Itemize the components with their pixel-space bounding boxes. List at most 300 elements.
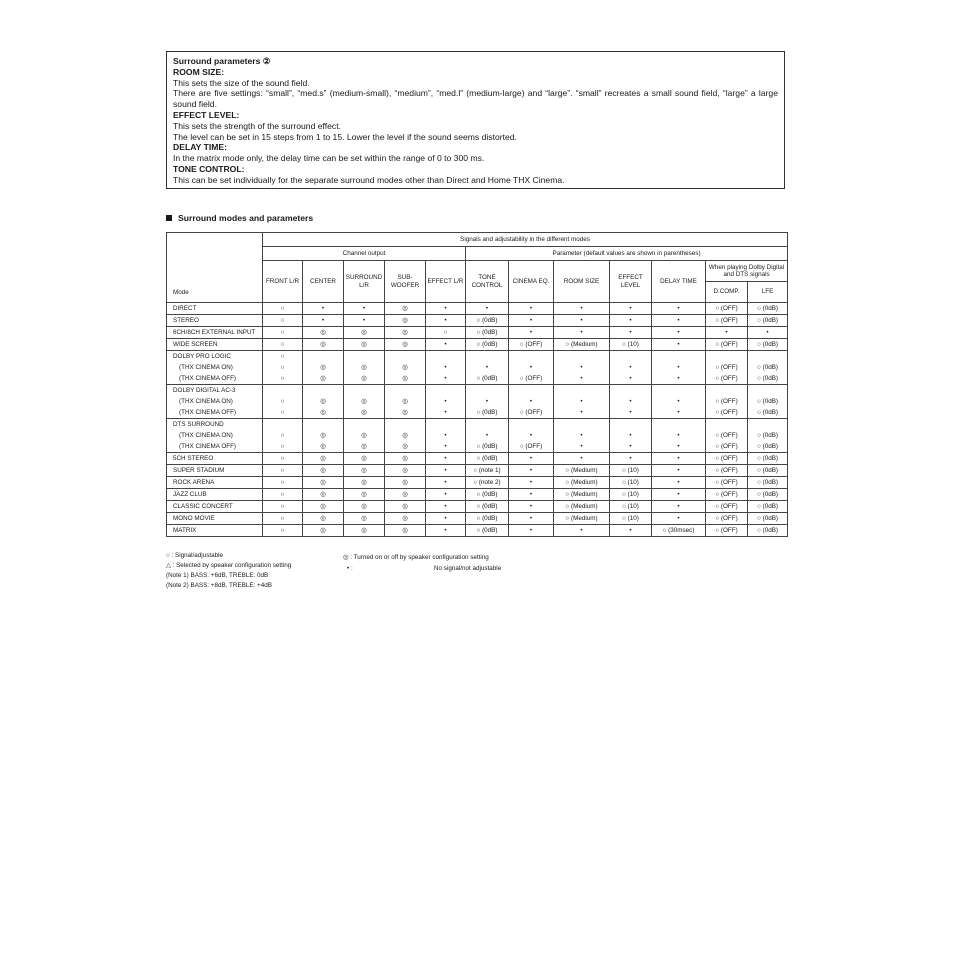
- mode-cell: (THX CINEMA OFF): [167, 407, 263, 419]
- cell-dcomp: [706, 351, 748, 363]
- cell-tone-control: •: [466, 303, 509, 315]
- table-row: [167, 351, 788, 363]
- mode-header: Mode: [167, 233, 263, 303]
- mode-cell: (THX CINEMA ON): [167, 396, 263, 407]
- cell-surround-lr: •: [344, 315, 385, 327]
- cell-cinema-eq: •: [509, 327, 554, 339]
- cell-subwoofer: ◎: [385, 441, 426, 453]
- cell-tone-control: ○ (0dB): [466, 339, 509, 351]
- col-header-lfe: LFE: [748, 282, 788, 303]
- cell-cinema-eq: •: [509, 362, 554, 373]
- cell-room-size: •: [554, 373, 610, 385]
- cell-effect-lr: •: [426, 430, 466, 441]
- tone-control-heading: TONE CONTROL:: [173, 163, 245, 174]
- cell-cinema-eq: ○ (OFF): [509, 373, 554, 385]
- table-row: [167, 430, 788, 441]
- cell-subwoofer: ◎: [385, 513, 426, 525]
- cell-surround-lr: ◎: [344, 477, 385, 489]
- cell-effect-level: [610, 385, 652, 397]
- cell-front-lr: ○: [263, 513, 303, 525]
- cell-tone-control: ○ (0dB): [466, 315, 509, 327]
- cell-delay-time: •: [652, 489, 706, 501]
- cell-effect-lr: •: [426, 477, 466, 489]
- cell-effect-level: •: [610, 525, 652, 537]
- cell-subwoofer: ◎: [385, 453, 426, 465]
- table-row: [167, 373, 788, 385]
- cell-dcomp: ○ (OFF): [706, 339, 748, 351]
- delay-time-heading: DELAY TIME:: [173, 142, 227, 153]
- cell-lfe: ○ (0dB): [748, 396, 788, 407]
- cell-subwoofer: ◎: [385, 303, 426, 315]
- table-row: [167, 489, 788, 501]
- cell-tone-control: •: [466, 430, 509, 441]
- cell-dcomp: ○ (OFF): [706, 501, 748, 513]
- cell-room-size: •: [554, 525, 610, 537]
- cell-lfe: [748, 351, 788, 363]
- cell-room-size: •: [554, 453, 610, 465]
- cell-front-lr: ○: [263, 351, 303, 363]
- legend-dot-symbol: • :: [347, 565, 353, 572]
- cell-lfe: ○ (0dB): [748, 465, 788, 477]
- header-dolby-dts: When playing Dolby Digital and DTS signals: [706, 261, 788, 282]
- cell-tone-control: [466, 419, 509, 431]
- cell-effect-lr: •: [426, 396, 466, 407]
- table-row: [167, 501, 788, 513]
- cell-delay-time: •: [652, 465, 706, 477]
- cell-center: ◎: [303, 362, 344, 373]
- table-row: [167, 407, 788, 419]
- cell-tone-control: •: [466, 396, 509, 407]
- cell-subwoofer: ◎: [385, 489, 426, 501]
- cell-dcomp: •: [706, 327, 748, 339]
- cell-dcomp: ○ (OFF): [706, 430, 748, 441]
- delay-time-text: In the matrix mode only, the delay time can be set within the range of 0 to 300 ms.: [173, 153, 485, 164]
- surround-parameters-box: [166, 51, 785, 189]
- cell-cinema-eq: [509, 385, 554, 397]
- surround-modes-table: [166, 232, 788, 537]
- cell-delay-time: •: [652, 477, 706, 489]
- cell-surround-lr: ◎: [344, 489, 385, 501]
- cell-center: [303, 419, 344, 431]
- cell-tone-control: ○ (0dB): [466, 501, 509, 513]
- cell-subwoofer: ◎: [385, 430, 426, 441]
- col-header-delay-time: DELAY TIME: [652, 261, 706, 303]
- cell-lfe: ○ (0dB): [748, 489, 788, 501]
- cell-dcomp: ○ (OFF): [706, 441, 748, 453]
- cell-subwoofer: ◎: [385, 477, 426, 489]
- square-bullet-icon: [166, 215, 172, 221]
- cell-cinema-eq: •: [509, 501, 554, 513]
- cell-dcomp: [706, 419, 748, 431]
- cell-lfe: ○ (0dB): [748, 303, 788, 315]
- cell-lfe: ○ (0dB): [748, 373, 788, 385]
- cell-effect-lr: [426, 351, 466, 363]
- cell-surround-lr: ◎: [344, 465, 385, 477]
- cell-tone-control: ○ (0dB): [466, 407, 509, 419]
- cell-front-lr: ○: [263, 489, 303, 501]
- cell-effect-lr: •: [426, 315, 466, 327]
- cell-center: ◎: [303, 465, 344, 477]
- table-row: [167, 362, 788, 373]
- cell-lfe: ○ (0dB): [748, 513, 788, 525]
- mode-cell: (THX CINEMA OFF): [167, 441, 263, 453]
- box-title: Surround parameters ②: [173, 56, 271, 66]
- cell-front-lr: ○: [263, 407, 303, 419]
- cell-tone-control: ○ (note 2): [466, 477, 509, 489]
- cell-surround-lr: [344, 385, 385, 397]
- table-row: [167, 477, 788, 489]
- cell-delay-time: •: [652, 513, 706, 525]
- cell-lfe: ○ (0dB): [748, 441, 788, 453]
- cell-subwoofer: ◎: [385, 362, 426, 373]
- cell-effect-level: •: [610, 303, 652, 315]
- cell-effect-lr: ○: [426, 327, 466, 339]
- effect-level-heading: EFFECT LEVEL:: [173, 109, 240, 120]
- col-header-surround-lr: SURROUND L/R: [344, 261, 385, 303]
- cell-delay-time: •: [652, 453, 706, 465]
- col-header-room-size: ROOM SIZE: [554, 261, 610, 303]
- cell-room-size: [554, 419, 610, 431]
- cell-room-size: •: [554, 407, 610, 419]
- cell-front-lr: [263, 419, 303, 431]
- mode-cell: STEREO: [167, 315, 263, 327]
- cell-lfe: ○ (0dB): [748, 315, 788, 327]
- cell-effect-level: ○ (10): [610, 501, 652, 513]
- cell-dcomp: [706, 385, 748, 397]
- cell-tone-control: ○ (0dB): [466, 453, 509, 465]
- cell-lfe: ○ (0dB): [748, 407, 788, 419]
- cell-cinema-eq: •: [509, 315, 554, 327]
- cell-dcomp: ○ (OFF): [706, 489, 748, 501]
- cell-surround-lr: ◎: [344, 373, 385, 385]
- table-row: [167, 453, 788, 465]
- cell-center: ◎: [303, 453, 344, 465]
- cell-subwoofer: ◎: [385, 373, 426, 385]
- cell-dcomp: ○ (OFF): [706, 477, 748, 489]
- table-row: [167, 465, 788, 477]
- cell-tone-control: ○ (0dB): [466, 441, 509, 453]
- cell-effect-level: •: [610, 327, 652, 339]
- mode-cell: (THX CINEMA ON): [167, 362, 263, 373]
- section-title-text: Surround modes and parameters: [178, 213, 314, 223]
- cell-room-size: •: [554, 303, 610, 315]
- cell-center: ◎: [303, 373, 344, 385]
- cell-surround-lr: •: [344, 303, 385, 315]
- cell-effect-level: ○ (10): [610, 513, 652, 525]
- cell-front-lr: ○: [263, 453, 303, 465]
- cell-surround-lr: ◎: [344, 513, 385, 525]
- cell-surround-lr: ◎: [344, 430, 385, 441]
- cell-room-size: •: [554, 315, 610, 327]
- cell-tone-control: ○ (0dB): [466, 489, 509, 501]
- mode-cell: MONO MOVIE: [167, 513, 263, 525]
- cell-center: ◎: [303, 407, 344, 419]
- mode-cell: DIRECT: [167, 303, 263, 315]
- mode-cell: MATRIX: [167, 525, 263, 537]
- cell-delay-time: •: [652, 362, 706, 373]
- cell-effect-level: •: [610, 396, 652, 407]
- cell-center: ◎: [303, 430, 344, 441]
- cell-effect-level: •: [610, 441, 652, 453]
- cell-center: ◎: [303, 477, 344, 489]
- col-header-cinema-eq: CINEMA EQ.: [509, 261, 554, 303]
- cell-front-lr: ○: [263, 339, 303, 351]
- legend-note-2: (Note 2) BASS: +8dB, TREBLE: +4dB: [166, 582, 272, 589]
- col-header-front-lr: FRONT L/R: [263, 261, 303, 303]
- cell-cinema-eq: ○ (OFF): [509, 407, 554, 419]
- cell-cinema-eq: •: [509, 453, 554, 465]
- cell-lfe: ○ (0dB): [748, 362, 788, 373]
- cell-front-lr: ○: [263, 430, 303, 441]
- cell-surround-lr: ◎: [344, 339, 385, 351]
- cell-surround-lr: ◎: [344, 396, 385, 407]
- cell-front-lr: ○: [263, 465, 303, 477]
- cell-delay-time: •: [652, 407, 706, 419]
- cell-subwoofer: ◎: [385, 327, 426, 339]
- cell-center: ◎: [303, 396, 344, 407]
- cell-tone-control: •: [466, 362, 509, 373]
- cell-surround-lr: ◎: [344, 327, 385, 339]
- cell-effect-level: •: [610, 407, 652, 419]
- cell-effect-level: •: [610, 315, 652, 327]
- mode-cell: 5CH STEREO: [167, 453, 263, 465]
- cell-center: [303, 351, 344, 363]
- cell-surround-lr: ◎: [344, 362, 385, 373]
- col-header-center: CENTER: [303, 261, 344, 303]
- cell-effect-lr: •: [426, 407, 466, 419]
- cell-tone-control: [466, 351, 509, 363]
- cell-effect-level: •: [610, 362, 652, 373]
- legend-note-1: (Note 1) BASS: +6dB, TREBLE: 0dB: [166, 572, 269, 579]
- cell-front-lr: ○: [263, 373, 303, 385]
- cell-delay-time: ○ (30msec): [652, 525, 706, 537]
- mode-cell: DOLBY PRO LOGIC: [167, 351, 263, 363]
- cell-front-lr: ○: [263, 327, 303, 339]
- table-row: [167, 441, 788, 453]
- cell-center: ◎: [303, 489, 344, 501]
- cell-room-size: ○ (Medium): [554, 465, 610, 477]
- table-row: [167, 525, 788, 537]
- mode-cell: ROCK ARENA: [167, 477, 263, 489]
- cell-effect-level: ○ (10): [610, 465, 652, 477]
- cell-surround-lr: ◎: [344, 453, 385, 465]
- cell-lfe: [748, 385, 788, 397]
- cell-effect-level: •: [610, 453, 652, 465]
- cell-cinema-eq: •: [509, 396, 554, 407]
- cell-cinema-eq: •: [509, 489, 554, 501]
- room-size-text-2: There are five settings: “small”, “med.s” (medium-small), “medium”, “med.l” (medium-large) and “large”. “small” recreates a small sound field, “large” a large sound field.: [173, 88, 778, 110]
- cell-tone-control: ○ (0dB): [466, 525, 509, 537]
- header-parameter: Parameter (default values are shown in parentheses): [466, 247, 788, 261]
- cell-effect-level: •: [610, 430, 652, 441]
- cell-tone-control: ○ (note 1): [466, 465, 509, 477]
- cell-lfe: •: [748, 327, 788, 339]
- cell-room-size: •: [554, 362, 610, 373]
- cell-delay-time: •: [652, 315, 706, 327]
- cell-surround-lr: ◎: [344, 407, 385, 419]
- cell-front-lr: ○: [263, 303, 303, 315]
- cell-lfe: [748, 419, 788, 431]
- legend: [166, 551, 786, 591]
- cell-effect-level: [610, 419, 652, 431]
- cell-lfe: ○ (0dB): [748, 430, 788, 441]
- cell-delay-time: •: [652, 441, 706, 453]
- cell-subwoofer: ◎: [385, 339, 426, 351]
- tone-control-text: This can be set individually for the separate surround modes other than Direct and Home THX Cinema.: [173, 174, 565, 185]
- section-title: [166, 213, 313, 223]
- table-row: [167, 396, 788, 407]
- cell-room-size: ○ (Medium): [554, 489, 610, 501]
- cell-effect-lr: [426, 385, 466, 397]
- cell-room-size: ○ (Medium): [554, 501, 610, 513]
- cell-room-size: •: [554, 430, 610, 441]
- cell-delay-time: •: [652, 303, 706, 315]
- cell-subwoofer: ◎: [385, 525, 426, 537]
- cell-cinema-eq: •: [509, 525, 554, 537]
- cell-subwoofer: ◎: [385, 501, 426, 513]
- cell-cinema-eq: •: [509, 513, 554, 525]
- cell-dcomp: ○ (OFF): [706, 407, 748, 419]
- cell-room-size: ○ (Medium): [554, 513, 610, 525]
- col-header-tone-control: TONE CONTROL: [466, 261, 509, 303]
- header-channel-output: Channel output: [263, 247, 466, 261]
- cell-effect-lr: •: [426, 339, 466, 351]
- legend-circle: ○ : Signal/adjustable: [166, 552, 224, 559]
- cell-room-size: •: [554, 441, 610, 453]
- cell-effect-level: ○ (10): [610, 489, 652, 501]
- effect-level-text-1: This sets the strength of the surround effect.: [173, 120, 341, 131]
- col-header-subwoofer: SUB-WOOFER: [385, 261, 426, 303]
- table-row: [167, 303, 788, 315]
- cell-lfe: ○ (0dB): [748, 525, 788, 537]
- header-top: Signals and adjustability in the different modes: [263, 233, 788, 247]
- cell-dcomp: ○ (OFF): [706, 303, 748, 315]
- cell-tone-control: ○ (0dB): [466, 373, 509, 385]
- cell-surround-lr: ◎: [344, 501, 385, 513]
- cell-cinema-eq: [509, 419, 554, 431]
- cell-delay-time: [652, 385, 706, 397]
- cell-subwoofer: ◎: [385, 396, 426, 407]
- cell-effect-lr: •: [426, 501, 466, 513]
- cell-center: [303, 385, 344, 397]
- cell-tone-control: [466, 385, 509, 397]
- cell-dcomp: ○ (OFF): [706, 362, 748, 373]
- cell-dcomp: ○ (OFF): [706, 373, 748, 385]
- mode-cell: 6CH/8CH EXTERNAL INPUT: [167, 327, 263, 339]
- cell-effect-level: [610, 351, 652, 363]
- cell-delay-time: •: [652, 339, 706, 351]
- table-row: [167, 339, 788, 351]
- cell-lfe: ○ (0dB): [748, 339, 788, 351]
- room-size-text-1: This sets the size of the sound field.: [173, 77, 310, 88]
- cell-subwoofer: ◎: [385, 465, 426, 477]
- cell-front-lr: ○: [263, 525, 303, 537]
- table-row: [167, 513, 788, 525]
- cell-subwoofer: ◎: [385, 407, 426, 419]
- cell-subwoofer: [385, 385, 426, 397]
- cell-cinema-eq: ○ (OFF): [509, 339, 554, 351]
- cell-cinema-eq: ○ (OFF): [509, 441, 554, 453]
- cell-delay-time: •: [652, 430, 706, 441]
- mode-cell: WIDE SCREEN: [167, 339, 263, 351]
- cell-effect-lr: •: [426, 513, 466, 525]
- cell-front-lr: ○: [263, 501, 303, 513]
- cell-room-size: ○ (Medium): [554, 477, 610, 489]
- effect-level-text-2: The level can be set in 15 steps from 1 to 15. Lower the level if the sound seems distorted.: [173, 131, 517, 142]
- cell-effect-level: ○ (10): [610, 339, 652, 351]
- cell-dcomp: ○ (OFF): [706, 465, 748, 477]
- cell-center: ◎: [303, 441, 344, 453]
- cell-effect-level: ○ (10): [610, 477, 652, 489]
- mode-cell: (THX CINEMA ON): [167, 430, 263, 441]
- table-row: [167, 315, 788, 327]
- cell-front-lr: ○: [263, 441, 303, 453]
- cell-center: •: [303, 315, 344, 327]
- cell-surround-lr: [344, 351, 385, 363]
- cell-surround-lr: ◎: [344, 525, 385, 537]
- cell-delay-time: [652, 419, 706, 431]
- cell-delay-time: •: [652, 327, 706, 339]
- cell-effect-lr: •: [426, 453, 466, 465]
- cell-effect-lr: •: [426, 489, 466, 501]
- mode-cell: SUPER STADIUM: [167, 465, 263, 477]
- cell-room-size: ○ (Medium): [554, 339, 610, 351]
- cell-effect-lr: •: [426, 362, 466, 373]
- cell-delay-time: •: [652, 373, 706, 385]
- cell-cinema-eq: •: [509, 465, 554, 477]
- cell-center: ◎: [303, 339, 344, 351]
- cell-front-lr: ○: [263, 315, 303, 327]
- cell-delay-time: [652, 351, 706, 363]
- cell-delay-time: •: [652, 396, 706, 407]
- cell-effect-lr: •: [426, 525, 466, 537]
- cell-subwoofer: [385, 419, 426, 431]
- cell-dcomp: ○ (OFF): [706, 315, 748, 327]
- cell-effect-lr: [426, 419, 466, 431]
- cell-center: ◎: [303, 501, 344, 513]
- cell-tone-control: ○ (0dB): [466, 513, 509, 525]
- cell-front-lr: ○: [263, 396, 303, 407]
- cell-effect-lr: •: [426, 465, 466, 477]
- table-row: [167, 327, 788, 339]
- cell-effect-lr: •: [426, 373, 466, 385]
- cell-cinema-eq: •: [509, 477, 554, 489]
- cell-room-size: •: [554, 327, 610, 339]
- cell-cinema-eq: •: [509, 303, 554, 315]
- cell-effect-level: •: [610, 373, 652, 385]
- legend-dot-text: No signal/not adjustable: [434, 565, 502, 572]
- room-size-heading: ROOM SIZE:: [173, 66, 225, 77]
- cell-dcomp: ○ (OFF): [706, 513, 748, 525]
- cell-center: •: [303, 303, 344, 315]
- cell-front-lr: [263, 385, 303, 397]
- cell-dcomp: ○ (OFF): [706, 525, 748, 537]
- mode-cell: DOLBY DIGITAL AC-3: [167, 385, 263, 397]
- cell-surround-lr: [344, 419, 385, 431]
- cell-cinema-eq: •: [509, 430, 554, 441]
- cell-lfe: ○ (0dB): [748, 453, 788, 465]
- mode-cell: JAZZ CLUB: [167, 489, 263, 501]
- cell-lfe: ○ (0dB): [748, 477, 788, 489]
- cell-room-size: •: [554, 396, 610, 407]
- cell-center: ◎: [303, 525, 344, 537]
- cell-room-size: [554, 351, 610, 363]
- cell-lfe: ○ (0dB): [748, 501, 788, 513]
- table-row: [167, 385, 788, 397]
- mode-cell: CLASSIC CONCERT: [167, 501, 263, 513]
- table-row: [167, 419, 788, 431]
- cell-room-size: [554, 385, 610, 397]
